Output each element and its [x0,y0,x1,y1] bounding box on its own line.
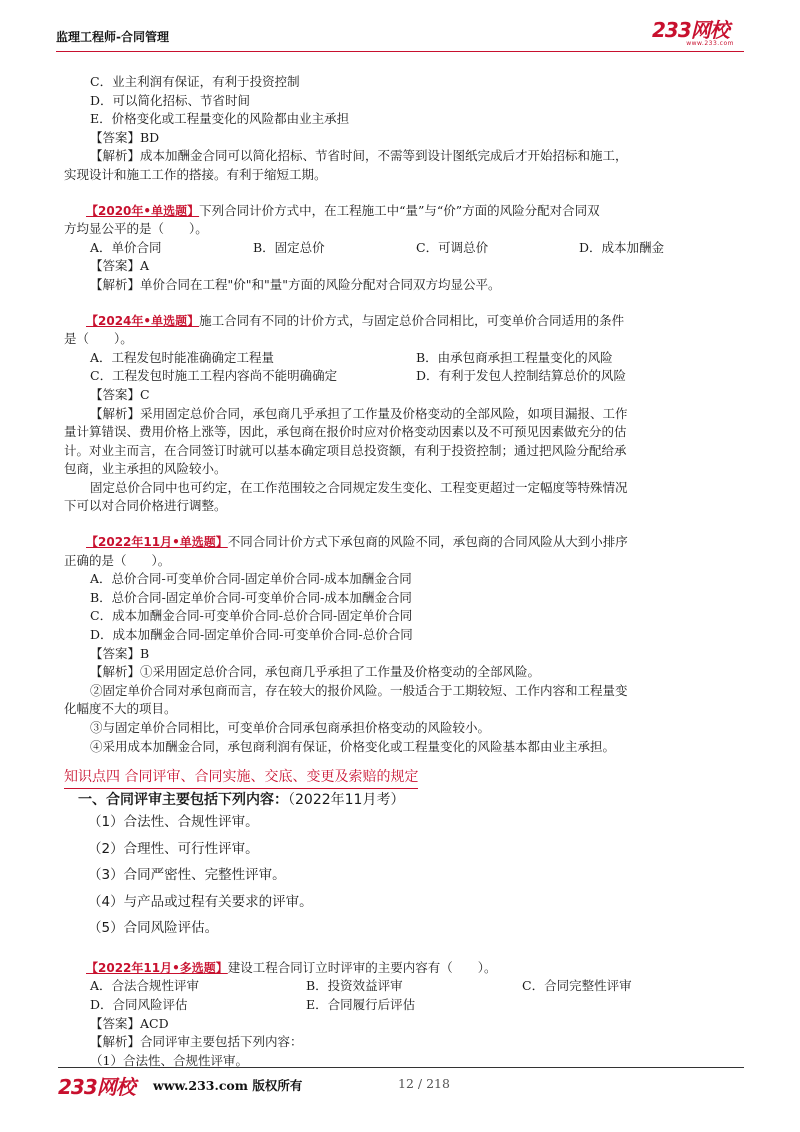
section-note: （2022年11月考） [288,791,405,808]
option-c: C．合同完整性评审 [522,978,632,994]
analysis-line: 量计算错误、费用价格上涨等，因此，承包商在报价时应对价格变动因素以及不可预见因素做充分的估 [64,424,627,440]
question-stem: 下列合同计价方式中，在工程施工中“量”与“价”方面的风险分配对合同双 [199,202,600,218]
copyright-link[interactable]: www.233.com 版权所有 [153,1078,303,1093]
analysis-line: ②固定单价合同对承包商而言，存在较大的报价风险。一般适合于工期较短、工作内容和工程量变 [90,682,628,698]
list-item: （3）合同严密性、完整性评审。 [88,867,286,884]
knowledge-point-heading: 知识点四 合同评审、合同实施、交底、变更及索赔的规定 [64,768,418,789]
option-d: D．可以简化招标、节省时间 [90,92,251,108]
list-item: （4）与产品或过程有关要求的评审。 [88,893,313,910]
option-a: A．单价合同 [90,239,162,255]
option-c: C．成本加酬金合同-可变单价合同-总价合同-固定单价合同 [90,608,413,624]
option-a: A．合法合规性评审 [90,978,200,994]
question-tag: 【2020年•单选题】 [86,203,200,218]
analysis-line: 【解析】采用固定总价合同，承包商几乎承担了工作量及价格变动的全部风险，如项目漏报、工作 [90,405,628,421]
option-a: A．工程发包时能准确确定工程量 [90,349,275,365]
section-title: 一、合同评审主要包括下列内容： [78,791,288,808]
options-row [86,977,742,996]
option-c: C．可调总价 [416,239,489,255]
logo-url: www.233.com [686,40,734,47]
question-stem-cont: 是（ ）。 [64,331,133,347]
option-d: D．有利于发包人控制结算总价的风险 [416,368,627,384]
brand-logo[interactable] [652,20,740,48]
analysis-line: 计。对业主而言，在合同签订时就可以基本确定项目总投资额，有利于投资控制；通过把风险分配给承 [64,442,627,458]
document-title: 监理工程师-合同管理 [56,30,169,44]
question-stem-cont: 正确的是（ ）。 [64,552,171,568]
analysis-line: 【解析】合同评审主要包括下列内容： [90,1034,303,1050]
analysis-line: 包商，业主承担的风险较小。 [64,461,227,477]
question-stem: 不同合同计价方式下承包商的风险不同，承包商的合同风险从大到小排序 [227,534,628,550]
options-row [86,349,742,368]
list-item: （2）合理性、可行性评审。 [88,840,259,857]
analysis-line: 【解析】成本加酬金合同可以简化招标、节省时间，不需等到设计图纸完成后才开始招标和施工， [90,148,628,164]
analysis-line: 【解析】①采用固定总价合同，承包商几乎承担了工作量及价格变动的全部风险。 [90,664,541,680]
question-tag: 【2024年•单选题】 [86,313,200,328]
question-stem: 建设工程合同订立时评审的主要内容有（ ）。 [227,959,497,975]
question-2022-single [86,533,742,552]
analysis-line: 实现设计和施工工作的搭接。有利于缩短工期。 [64,166,327,182]
analysis-line: ④采用成本加酬金合同，承包商利润有保证，价格变化或工程量变化的风险基本都由业主承担。 [90,738,616,754]
logo-text: 233网校 [652,18,729,42]
list-item: （5）合同风险评估。 [88,920,219,937]
header-divider [56,51,744,52]
option-a: A．总价合同-可变单价合同-固定单价合同-成本加酬金合同 [90,571,412,587]
analysis-line: 固定总价合同中也可约定，在工作范围较之合同规定发生变化、工程变更超过一定幅度等特殊情况 [90,479,628,495]
question-2022-multi [86,959,742,978]
list-item: （1）合法性、合规性评审。 [88,814,259,831]
question-stem: 施工合同有不同的计价方式，与固定总价合同相比，可变单价合同适用的条件 [199,312,625,328]
options-row [86,367,742,386]
option-b: B．投资效益评审 [306,978,403,994]
options-row [86,996,742,1015]
option-e: E．价格变化或工程量变化的风险都由业主承担 [90,111,350,127]
page-number: 12 / 218 [398,1076,450,1091]
answer: 【答案】A [90,258,150,274]
answer: 【答案】BD [90,129,160,145]
analysis-line: （1）合法性、合规性评审。 [90,1052,248,1068]
option-b: B．固定总价 [253,239,325,255]
analysis-line: 化幅度不大的项目。 [64,701,177,717]
option-c: C．工程发包时施工工程内容尚不能明确确定 [90,368,338,384]
section-heading [78,791,742,810]
footer [58,1073,744,1099]
footer-divider [58,1067,744,1068]
option-d: D．成本加酬金 [579,239,665,255]
analysis-line: 【解析】单价合同在工程"价"和"量"方面的风险分配对合同双方均显公平。 [90,276,501,292]
option-b: B．总价合同-固定单价合同-可变单价合同-成本加酬金合同 [90,589,412,605]
page-content [64,73,742,1070]
question-tag: 【2022年11月•单选题】 [86,535,228,550]
answer: 【答案】C [90,386,150,402]
review-list [86,809,742,942]
question-tag: 【2022年11月•多选题】 [86,960,228,975]
question-2024 [86,312,742,331]
answer: 【答案】ACD [90,1015,169,1031]
question-stem-cont: 方均显公平的是（ ）。 [64,221,208,237]
analysis-line: ③与固定单价合同相比，可变单价合同承包商承担价格变动的风险较小。 [90,720,491,735]
options-row [86,239,742,258]
answer: 【答案】B [90,645,150,661]
footer-logo[interactable]: 233网校 [58,1075,135,1099]
question-2020 [86,202,742,221]
option-e: E．合同履行后评估 [306,997,416,1013]
option-b: B．由承包商承担工程量变化的风险 [416,349,613,365]
option-d: D．成本加酬金合同-固定单价合同-可变单价合同-总价合同 [90,627,413,643]
analysis-line: 下可以对合同价格进行调整。 [64,498,227,514]
option-d: D．合同风险评估 [90,997,188,1013]
option-c: C．业主利润有保证，有利于投资控制 [90,74,300,89]
